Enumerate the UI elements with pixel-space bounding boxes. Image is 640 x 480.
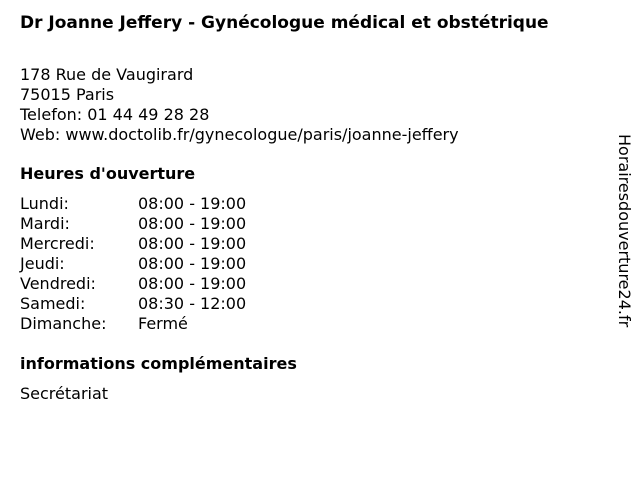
day-hours: Fermé (138, 314, 188, 333)
day-label: Mercredi: (20, 234, 95, 253)
address-city: 75015 Paris (20, 85, 115, 104)
day-hours: 08:00 - 19:00 (138, 214, 247, 233)
hours-row-thursday (20, 254, 246, 274)
phone-line: Telefon: 01 44 49 28 28 (20, 105, 210, 124)
day-label: Vendredi: (20, 274, 96, 293)
day-hours: 08:00 - 19:00 (138, 234, 247, 253)
additional-info-text: Secrétariat (20, 384, 109, 403)
site-watermark: Horairesdouverture24.fr (615, 134, 634, 328)
day-hours: 08:00 - 19:00 (138, 274, 247, 293)
contact-block (20, 65, 459, 145)
website-line: Web: www.doctolib.fr/gynecologue/paris/joanne-jeffery (20, 125, 459, 144)
day-hours: 08:00 - 19:00 (138, 194, 247, 213)
hours-row-tuesday (20, 214, 246, 234)
opening-hours-table (20, 194, 246, 334)
hours-row-saturday (20, 294, 246, 314)
day-hours: 08:30 - 12:00 (138, 294, 247, 313)
hours-row-monday (20, 194, 246, 214)
day-label: Mardi: (20, 214, 70, 233)
day-label: Dimanche: (20, 314, 107, 333)
address-street: 178 Rue de Vaugirard (20, 65, 194, 84)
hours-row-friday (20, 274, 246, 294)
day-label: Lundi: (20, 194, 69, 213)
hours-row-wednesday (20, 234, 246, 254)
day-label: Samedi: (20, 294, 86, 313)
day-label: Jeudi: (20, 254, 65, 273)
opening-hours-heading: Heures d'ouverture (20, 164, 196, 183)
business-name: Dr Joanne Jeffery - Gynécologue médical et obstétrique (20, 13, 549, 33)
additional-info-heading: informations complémentaires (20, 354, 297, 373)
hours-row-sunday (20, 314, 246, 334)
day-hours: 08:00 - 19:00 (138, 254, 247, 273)
